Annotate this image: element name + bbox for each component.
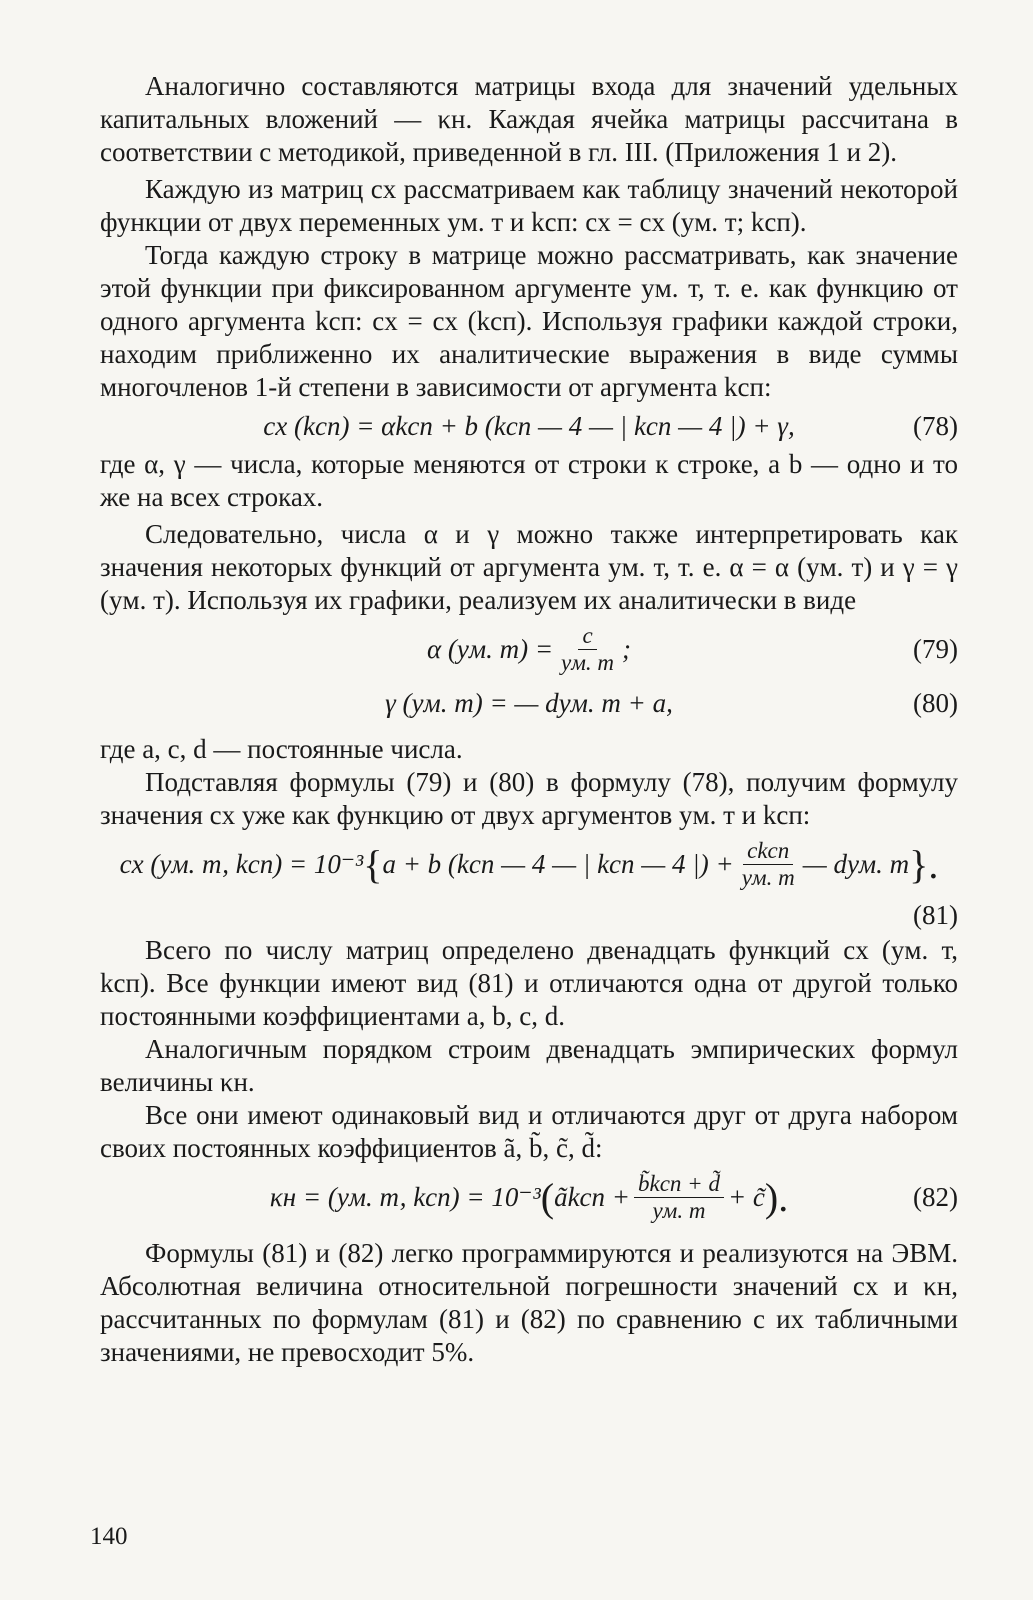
paragraph-4: где α, γ — числа, которые меняются от строки к строке, а b — одно и то же на всех строках. — [100, 449, 958, 512]
equation-79-tail: ; — [622, 633, 632, 664]
equation-78 — [100, 404, 958, 448]
equation-79-numerator: c — [578, 623, 596, 650]
paragraph-9: Аналогичным порядком строим двенадцать эмпирических формул величины κн. — [100, 1034, 958, 1097]
equation-81-mid: a + b (kсп — 4 — | kсп — 4 |) + — [382, 848, 734, 879]
equation-81-close-brace: }. — [909, 841, 939, 887]
equation-81-number: (81) — [913, 900, 958, 930]
paragraph-1: Аналогично составляются матрицы входа для значений удельных капитальных вложений — κн. Каждая ячейка матрицы рассчитана в соответствии с методикой, приведенной в гл. III. (Приложения 1 и 2). — [100, 71, 958, 167]
paragraph-3: Тогда каждую строку в матрице можно рассматривать, как значение этой функции при фиксированном аргументе yм. т, т. е. как функцию от одного аргумента kсп: cx = cx (kсп). Используя графики каждой строки, находим приближенно их аналитические выражения в виде суммы многочленов 1-й степени в зависимости от аргумента kсп: — [100, 240, 958, 402]
paragraph-10: Все они имеют одинаковый вид и отличаются друг от друга набором своих постоянных коэффициентов ã, b̃, c̃, d̃: — [100, 1100, 958, 1163]
equation-82-mid: ãkсп + — [554, 1181, 630, 1212]
equation-80-body: γ (yм. т) = — dyм. т + a, — [385, 687, 673, 718]
equation-82-fraction — [634, 1171, 724, 1224]
equation-82-close-paren: ). — [764, 1174, 789, 1220]
equation-81-lhs: cx (yм. т, kсп) = 10⁻³ — [119, 848, 364, 879]
text-column — [100, 70, 958, 1369]
paragraph-5: Следовательно, числа α и γ можно также интерпретировать как значения некоторых функций от аргумента yм. т, т. е. α = α (yм. т) и γ = γ (yм. т). Используя их графики, реализуем их аналитически в виде — [100, 519, 958, 615]
paragraph-7: Подставляя формулы (79) и (80) в формулу (78), получим формулу значения cx уже как функцию от двух аргументов yм. т и kсп: — [100, 767, 958, 830]
equation-79-lhs: α (yм. т) = — [426, 633, 554, 664]
paragraph-8: Всего по числу матриц определено двенадцать функций cx (yм. т, kсп). Все функции имеют вид (81) и отличаются одна от другой только постоянными коэффициентами a, b, c, d. — [100, 935, 958, 1031]
equation-82-number: (82) — [913, 1181, 958, 1212]
equation-82-tail: + c̃ — [727, 1181, 765, 1212]
equation-79 — [100, 617, 958, 681]
equation-81-denominator: yм. т — [741, 864, 795, 890]
equation-81-tail: — dyм. т — [802, 848, 910, 879]
equation-82-lhs: κн = (yм. т, kсп) = 10⁻³ — [269, 1181, 541, 1212]
equation-82-denominator: yм. т — [652, 1197, 706, 1223]
equation-82 — [100, 1165, 958, 1229]
equation-81-numerator: ckсп — [743, 838, 793, 865]
equation-79-number: (79) — [913, 633, 958, 664]
equation-80 — [100, 681, 958, 725]
equation-78-body: cx (kсп) = αkсп + b (kсп — 4 — | kсп — 4 |) + γ, — [263, 410, 795, 441]
equation-78-number: (78) — [913, 410, 958, 441]
equation-79-fraction — [557, 623, 618, 676]
equation-80-number: (80) — [913, 687, 958, 718]
paragraph-11: Формулы (81) и (82) легко программируются и реализуются на ЭВМ. Абсолютная величина относительной погрешности значений cx и κн, рассчитанных по формулам (81) и (82) по сравнению с их табличными значениями, не превосходит 5%. — [100, 1238, 958, 1367]
equation-79-denominator: yм. т — [561, 649, 615, 675]
paragraph-2: Каждую из матриц cx рассматриваем как таблицу значений некоторой функции от двух переменных yм. т и kсп: cx = cx (yм. т; kсп). — [100, 174, 958, 237]
paragraph-6: где a, c, d — постоянные числа. — [100, 734, 463, 764]
equation-81-fraction — [738, 838, 799, 891]
equation-81 — [100, 832, 958, 896]
equation-82-open-paren: ( — [540, 1174, 555, 1220]
equation-82-numerator: b̃kсп + d̃ — [634, 1171, 724, 1198]
page-number: 140 — [90, 1523, 128, 1550]
equation-81-open-brace: { — [363, 841, 383, 887]
